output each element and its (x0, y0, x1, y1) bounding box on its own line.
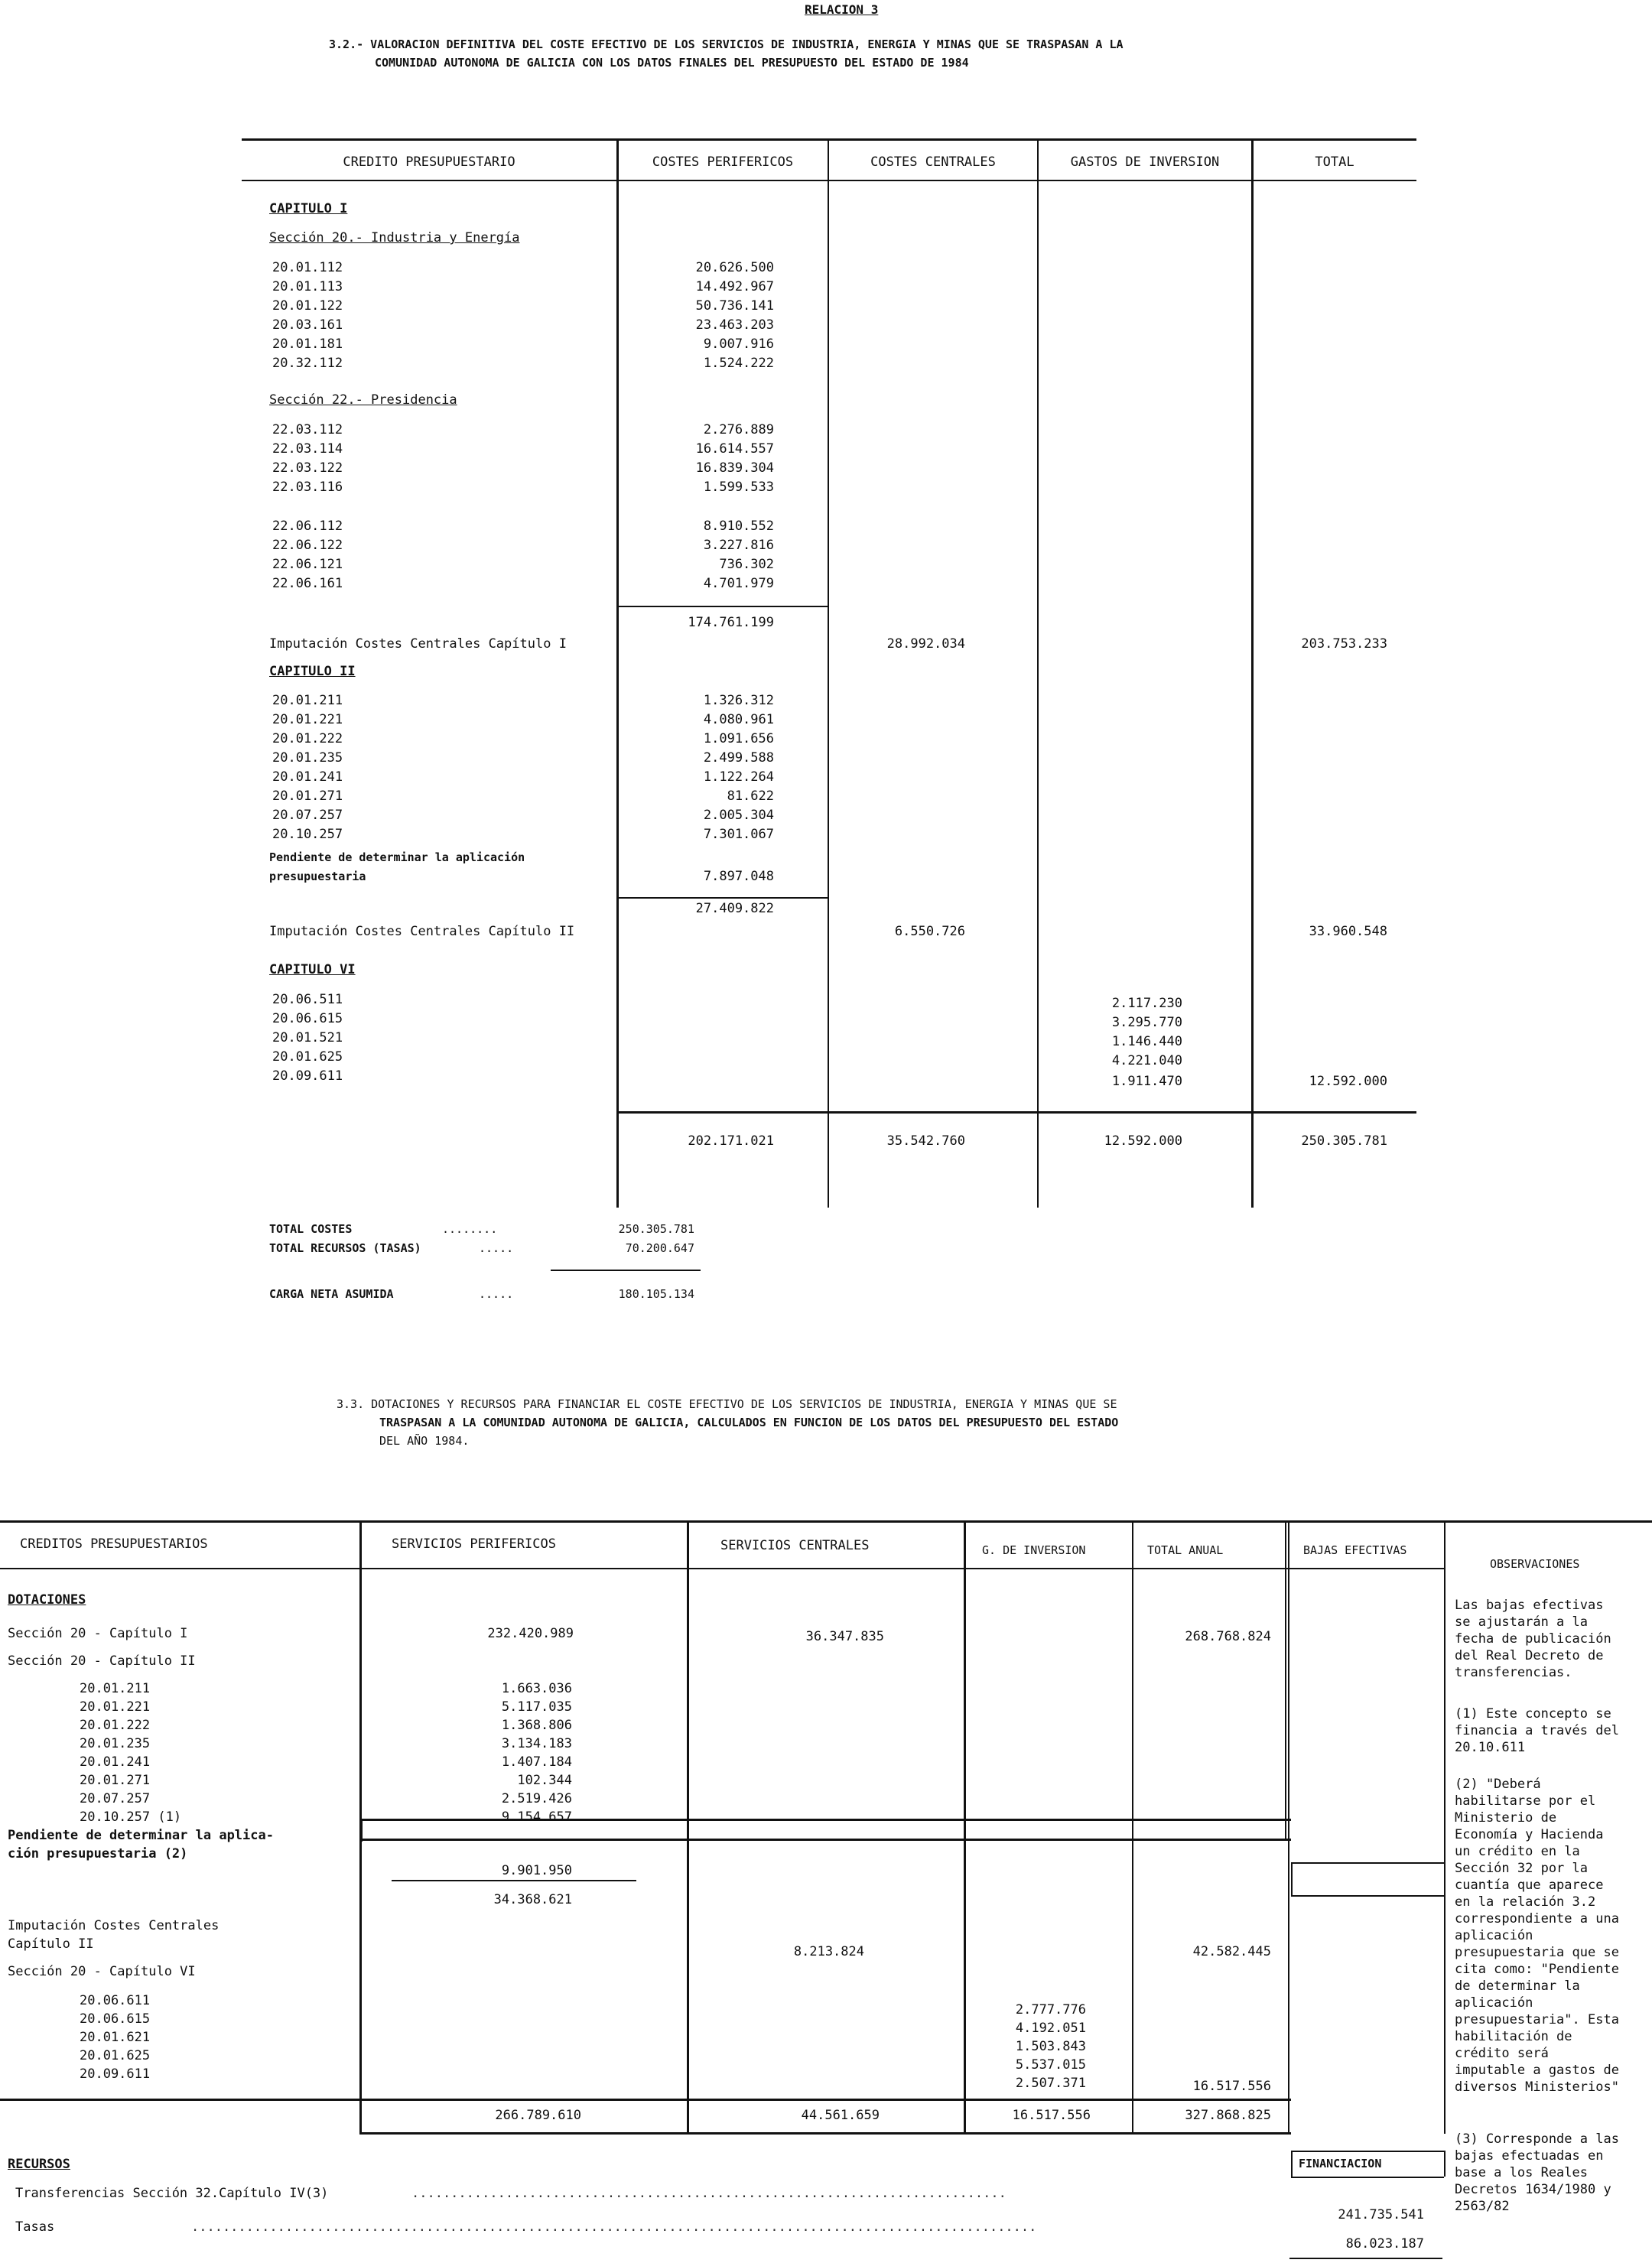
s32-code: 20.06.511 (272, 992, 343, 1007)
relacion-heading: RELACION 3 (805, 2, 879, 17)
s32-value: 1.911.470 (1111, 1074, 1182, 1089)
s32-code: 20.01.221 (272, 712, 343, 727)
s32-value: 3.295.770 (1111, 1015, 1182, 1030)
summary-dots: ..... (479, 1241, 514, 1255)
s33-pend-line2: ción presupuestaria (2) (8, 1846, 188, 1861)
s32-imp1-total: 203.753.233 (1301, 636, 1387, 652)
s32-code: 20.01.122 (272, 298, 343, 314)
s32-pend-line1: Pendiente de determinar la aplicación (269, 850, 525, 864)
s33-sec20-cap1: Sección 20 - Capítulo I (8, 1626, 188, 1641)
s33-transf-value: 241.735.541 (1338, 2207, 1424, 2222)
summary-value: 250.305.781 (618, 1222, 694, 1236)
s32-code: 20.01.625 (272, 1049, 343, 1065)
s33-code: 20.06.615 (80, 2011, 151, 2027)
summary-label: TOTAL COSTES (269, 1222, 353, 1236)
s33-sec20-cap6: Sección 20 - Capítulo VI (8, 1964, 196, 1979)
s33-code: 20.01.625 (80, 2048, 151, 2063)
s32-code: 22.06.112 (272, 519, 343, 534)
s32-value: 8.910.552 (703, 519, 774, 534)
s32-value: 2.276.889 (703, 422, 774, 437)
s33-tasas-dots: ............................................................................................................ (191, 2219, 1037, 2235)
s32-imp2-label: Imputación Costes Centrales Capítulo II (269, 924, 575, 939)
s32-code: 20.01.521 (272, 1030, 343, 1045)
obs-note: Las bajas efectivas se ajustarán a la fecha de publicación del Real Decreto de transferencias. (1455, 1598, 1611, 1680)
s33-imp-line2: Capítulo II (8, 1936, 94, 1952)
s32-code: 20.01.241 (272, 769, 343, 785)
s32-value: 81.622 (727, 788, 774, 804)
s32-code: 20.07.257 (272, 808, 343, 823)
s32-code: 20.01.181 (272, 337, 343, 352)
s32-value: 20.626.500 (695, 260, 774, 275)
s33-value: 1.503.843 (1015, 2039, 1086, 2054)
s33-value: 2.519.426 (501, 1791, 572, 1806)
s33-value: 5.537.015 (1015, 2057, 1086, 2073)
summary-value: 70.200.647 (625, 1241, 694, 1255)
s32-code: 20.32.112 (272, 356, 343, 371)
s32-code: 20.06.615 (272, 1011, 343, 1026)
s32-code: 22.06.122 (272, 538, 343, 553)
s33-transf-dots: ............................................................................ (411, 2186, 1006, 2201)
summary-label: CARGA NETA ASUMIDA (269, 1287, 394, 1301)
s33-pend-line1: Pendiente de determinar la aplica- (8, 1828, 274, 1843)
s33-code: 20.01.621 (80, 2030, 151, 2045)
s33-header-observaciones: OBSERVACIONES (1490, 1557, 1580, 1571)
s32-value: 4.080.961 (703, 712, 774, 727)
s32-value: 1.122.264 (703, 769, 774, 785)
s33-value: 102.344 (517, 1773, 572, 1788)
s33-value: 5.117.035 (501, 1699, 572, 1715)
s33-value: 1.407.184 (501, 1754, 572, 1770)
s32-value: 3.227.816 (703, 538, 774, 553)
s32-code: 20.01.112 (272, 260, 343, 275)
s32-cap6-total: 12.592.000 (1309, 1074, 1387, 1089)
s33-header-creditos: CREDITOS PRESUPUESTARIOS (20, 1536, 208, 1552)
s33-cap2-subtotal: 34.368.621 (493, 1892, 572, 1907)
s33-code: 20.01.222 (80, 1718, 151, 1733)
s33-code: 20.01.211 (80, 1681, 151, 1696)
s32-value: 7.301.067 (703, 827, 774, 842)
s33-value: 1.368.806 (501, 1718, 572, 1733)
s32-code: 20.03.161 (272, 317, 343, 333)
s32-code: 22.06.161 (272, 576, 343, 591)
s33-code: 20.06.611 (80, 1993, 151, 2008)
s32-cap6-heading: CAPITULO VI (269, 962, 356, 977)
s33-header-perifericos: SERVICIOS PERIFERICOS (392, 1536, 556, 1552)
s32-value: 9.007.916 (703, 337, 774, 352)
s32-sec22-heading: Sección 22.- Presidencia (269, 392, 457, 408)
s33-cap6-total: 16.517.556 (1192, 2079, 1271, 2094)
s33-header-inversion: G. DE INVERSION (982, 1543, 1086, 1557)
s33-value: 2.777.776 (1015, 2002, 1086, 2018)
s33-header-bajas: BAJAS EFECTIVAS (1303, 1543, 1407, 1557)
s32-pend-value: 7.897.048 (703, 869, 774, 884)
s33-value: 9.154.657 (501, 1809, 572, 1825)
s33-imp-central: 8.213.824 (793, 1944, 864, 1959)
s32-header-credito: CREDITO PRESUPUESTARIO (343, 154, 515, 170)
s33-financiacion-label: FINANCIACION (1299, 2157, 1382, 2170)
s32-value: 2.499.588 (703, 750, 774, 766)
s33-dotaciones-heading: DOTACIONES (8, 1592, 86, 1608)
s32-value: 1.326.312 (703, 693, 774, 708)
s32-cap2-subtotal: 27.409.822 (695, 901, 774, 916)
s32-code: 20.09.611 (272, 1068, 343, 1084)
s33-code: 20.01.271 (80, 1773, 151, 1788)
s32-code: 22.06.121 (272, 557, 343, 572)
summary-dots: ........ (442, 1222, 498, 1236)
s32-title-line1: 3.2.- VALORACION DEFINITIVA DEL COSTE EFECTIVO DE LOS SERVICIOS DE INDUSTRIA, ENERGIA Y MINAS QUE SE TRASPASAN A LA (329, 37, 1124, 51)
s33-title-line1: 3.3. DOTACIONES Y RECURSOS PARA FINANCIAR EL COSTE EFECTIVO DE LOS SERVICIOS DE INDUSTRIA, ENERGIA Y MINAS QUE SE (337, 1397, 1117, 1411)
s32-header-centrales: COSTES CENTRALES (870, 154, 996, 170)
s33-imp-line1: Imputación Costes Centrales (8, 1918, 220, 1933)
s32-value: 50.736.141 (695, 298, 774, 314)
s33-code: 20.07.257 (80, 1791, 151, 1806)
s32-code: 22.03.112 (272, 422, 343, 437)
s32-cap1-heading: CAPITULO I (269, 201, 348, 216)
s32-code: 20.01.235 (272, 750, 343, 766)
s33-sec20-cap2: Sección 20 - Capítulo II (8, 1653, 196, 1669)
s32-value: 14.492.967 (695, 279, 774, 294)
s33-total-perifericos: 266.789.610 (495, 2108, 581, 2123)
s33-header-centrales: SERVICIOS CENTRALES (720, 1538, 870, 1553)
s33-tasas-value: 86.023.187 (1345, 2236, 1424, 2252)
s32-value: 1.599.533 (703, 480, 774, 495)
s32-header-inversion: GASTOS DE INVERSION (1070, 154, 1220, 170)
s33-cap1-perif: 232.420.989 (487, 1626, 574, 1641)
s33-pend-value: 9.901.950 (501, 1863, 572, 1878)
s33-transf-label: Transferencias Sección 32.Capítulo IV(3) (15, 2186, 329, 2201)
s32-value: 2.117.230 (1111, 996, 1182, 1011)
s33-code: 20.01.221 (80, 1699, 151, 1715)
s33-recursos-heading: RECURSOS (8, 2157, 70, 2172)
s33-title-line3: DEL AÑO 1984. (379, 1434, 470, 1448)
s33-header-total: TOTAL ANUAL (1147, 1543, 1224, 1557)
s32-title-line2: COMUNIDAD AUTONOMA DE GALICIA CON LOS DATOS FINALES DEL PRESUPUESTO DEL ESTADO DE 1984 (375, 56, 969, 70)
s32-value: 4.221.040 (1111, 1053, 1182, 1068)
s32-code: 22.03.114 (272, 441, 343, 457)
s32-imp1-central: 28.992.034 (886, 636, 965, 652)
s32-pend-line2: presupuestaria (269, 870, 366, 883)
s33-code: 20.10.257 (1) (80, 1809, 182, 1825)
s33-code: 20.01.235 (80, 1736, 151, 1751)
s32-code: 20.01.222 (272, 731, 343, 746)
s32-code: 20.01.113 (272, 279, 343, 294)
s33-title-line2: TRASPASAN A LA COMUNIDAD AUTONOMA DE GALICIA, CALCULADOS EN FUNCION DE LOS DATOS DEL PRESUPUESTO DEL ESTADO (379, 1416, 1119, 1429)
s32-value: 1.524.222 (703, 356, 774, 371)
s32-value: 1.146.440 (1111, 1034, 1182, 1049)
s32-total-inversion: 12.592.000 (1104, 1133, 1182, 1149)
s33-value: 4.192.051 (1015, 2021, 1086, 2036)
s33-code: 20.01.241 (80, 1754, 151, 1770)
s33-value: 3.134.183 (501, 1736, 572, 1751)
s32-total-total: 250.305.781 (1301, 1133, 1387, 1149)
s32-sec20-heading: Sección 20.- Industria y Energía (269, 230, 520, 245)
s33-total-centrales: 44.561.659 (801, 2108, 880, 2123)
s32-value: 2.005.304 (703, 808, 774, 823)
s32-value: 16.839.304 (695, 460, 774, 476)
s33-imp-total: 42.582.445 (1192, 1944, 1271, 1959)
s33-tasas-label: Tasas (15, 2219, 55, 2235)
s32-code: 22.03.122 (272, 460, 343, 476)
obs-note: (1) Este concepto se financia a través del 20.10.611 (1455, 1706, 1619, 1755)
s33-cap1-total: 268.768.824 (1185, 1629, 1271, 1644)
s33-value: 1.663.036 (501, 1681, 572, 1696)
summary-dots: ..... (479, 1287, 514, 1301)
s32-cap2-heading: CAPITULO II (269, 664, 356, 679)
summary-value: 180.105.134 (618, 1287, 694, 1301)
s32-value: 23.463.203 (695, 317, 774, 333)
s32-value: 736.302 (719, 557, 774, 572)
s33-value: 2.507.371 (1015, 2076, 1086, 2091)
s33-total-anual: 327.868.825 (1185, 2108, 1271, 2123)
s32-total-centrales: 35.542.760 (886, 1133, 965, 1149)
s32-code: 20.10.257 (272, 827, 343, 842)
s33-cap1-central: 36.347.835 (805, 1629, 884, 1644)
s32-header-total: TOTAL (1315, 154, 1354, 170)
s32-code: 20.01.271 (272, 788, 343, 804)
s32-imp2-central: 6.550.726 (894, 924, 965, 939)
s32-imp2-total: 33.960.548 (1309, 924, 1387, 939)
s32-imp1-label: Imputación Costes Centrales Capítulo I (269, 636, 567, 652)
s33-total-inversion: 16.517.556 (1012, 2108, 1091, 2123)
s32-total-perifericos: 202.171.021 (688, 1133, 774, 1149)
s32-header-perifericos: COSTES PERIFERICOS (652, 154, 794, 170)
s32-cap1-subtotal: 174.761.199 (688, 615, 774, 630)
summary-label: TOTAL RECURSOS (TASAS) (269, 1241, 421, 1255)
s32-value: 16.614.557 (695, 441, 774, 457)
s33-code: 20.09.611 (80, 2066, 151, 2082)
s32-code: 20.01.211 (272, 693, 343, 708)
s32-code: 22.03.116 (272, 480, 343, 495)
s32-value: 1.091.656 (703, 731, 774, 746)
obs-note: (2) "Deberá habilitarse por el Ministerio de Economía y Hacienda un crédito en la Sección 32 por la cuantía que aparece en la relación 3.2 correspondiente a una aplicación presupuestaria que se cita como: "Pendiente de determinar la aplicación presupuestaria". Esta habilitación de crédito será imputable a gastos de diversos Ministerios" (1455, 1777, 1619, 2095)
obs-note: (3) Corresponde a las bajas efectuadas en base a los Reales Decretos 1634/1980 y 2563/82 (1455, 2131, 1619, 2214)
s32-value: 4.701.979 (703, 576, 774, 591)
